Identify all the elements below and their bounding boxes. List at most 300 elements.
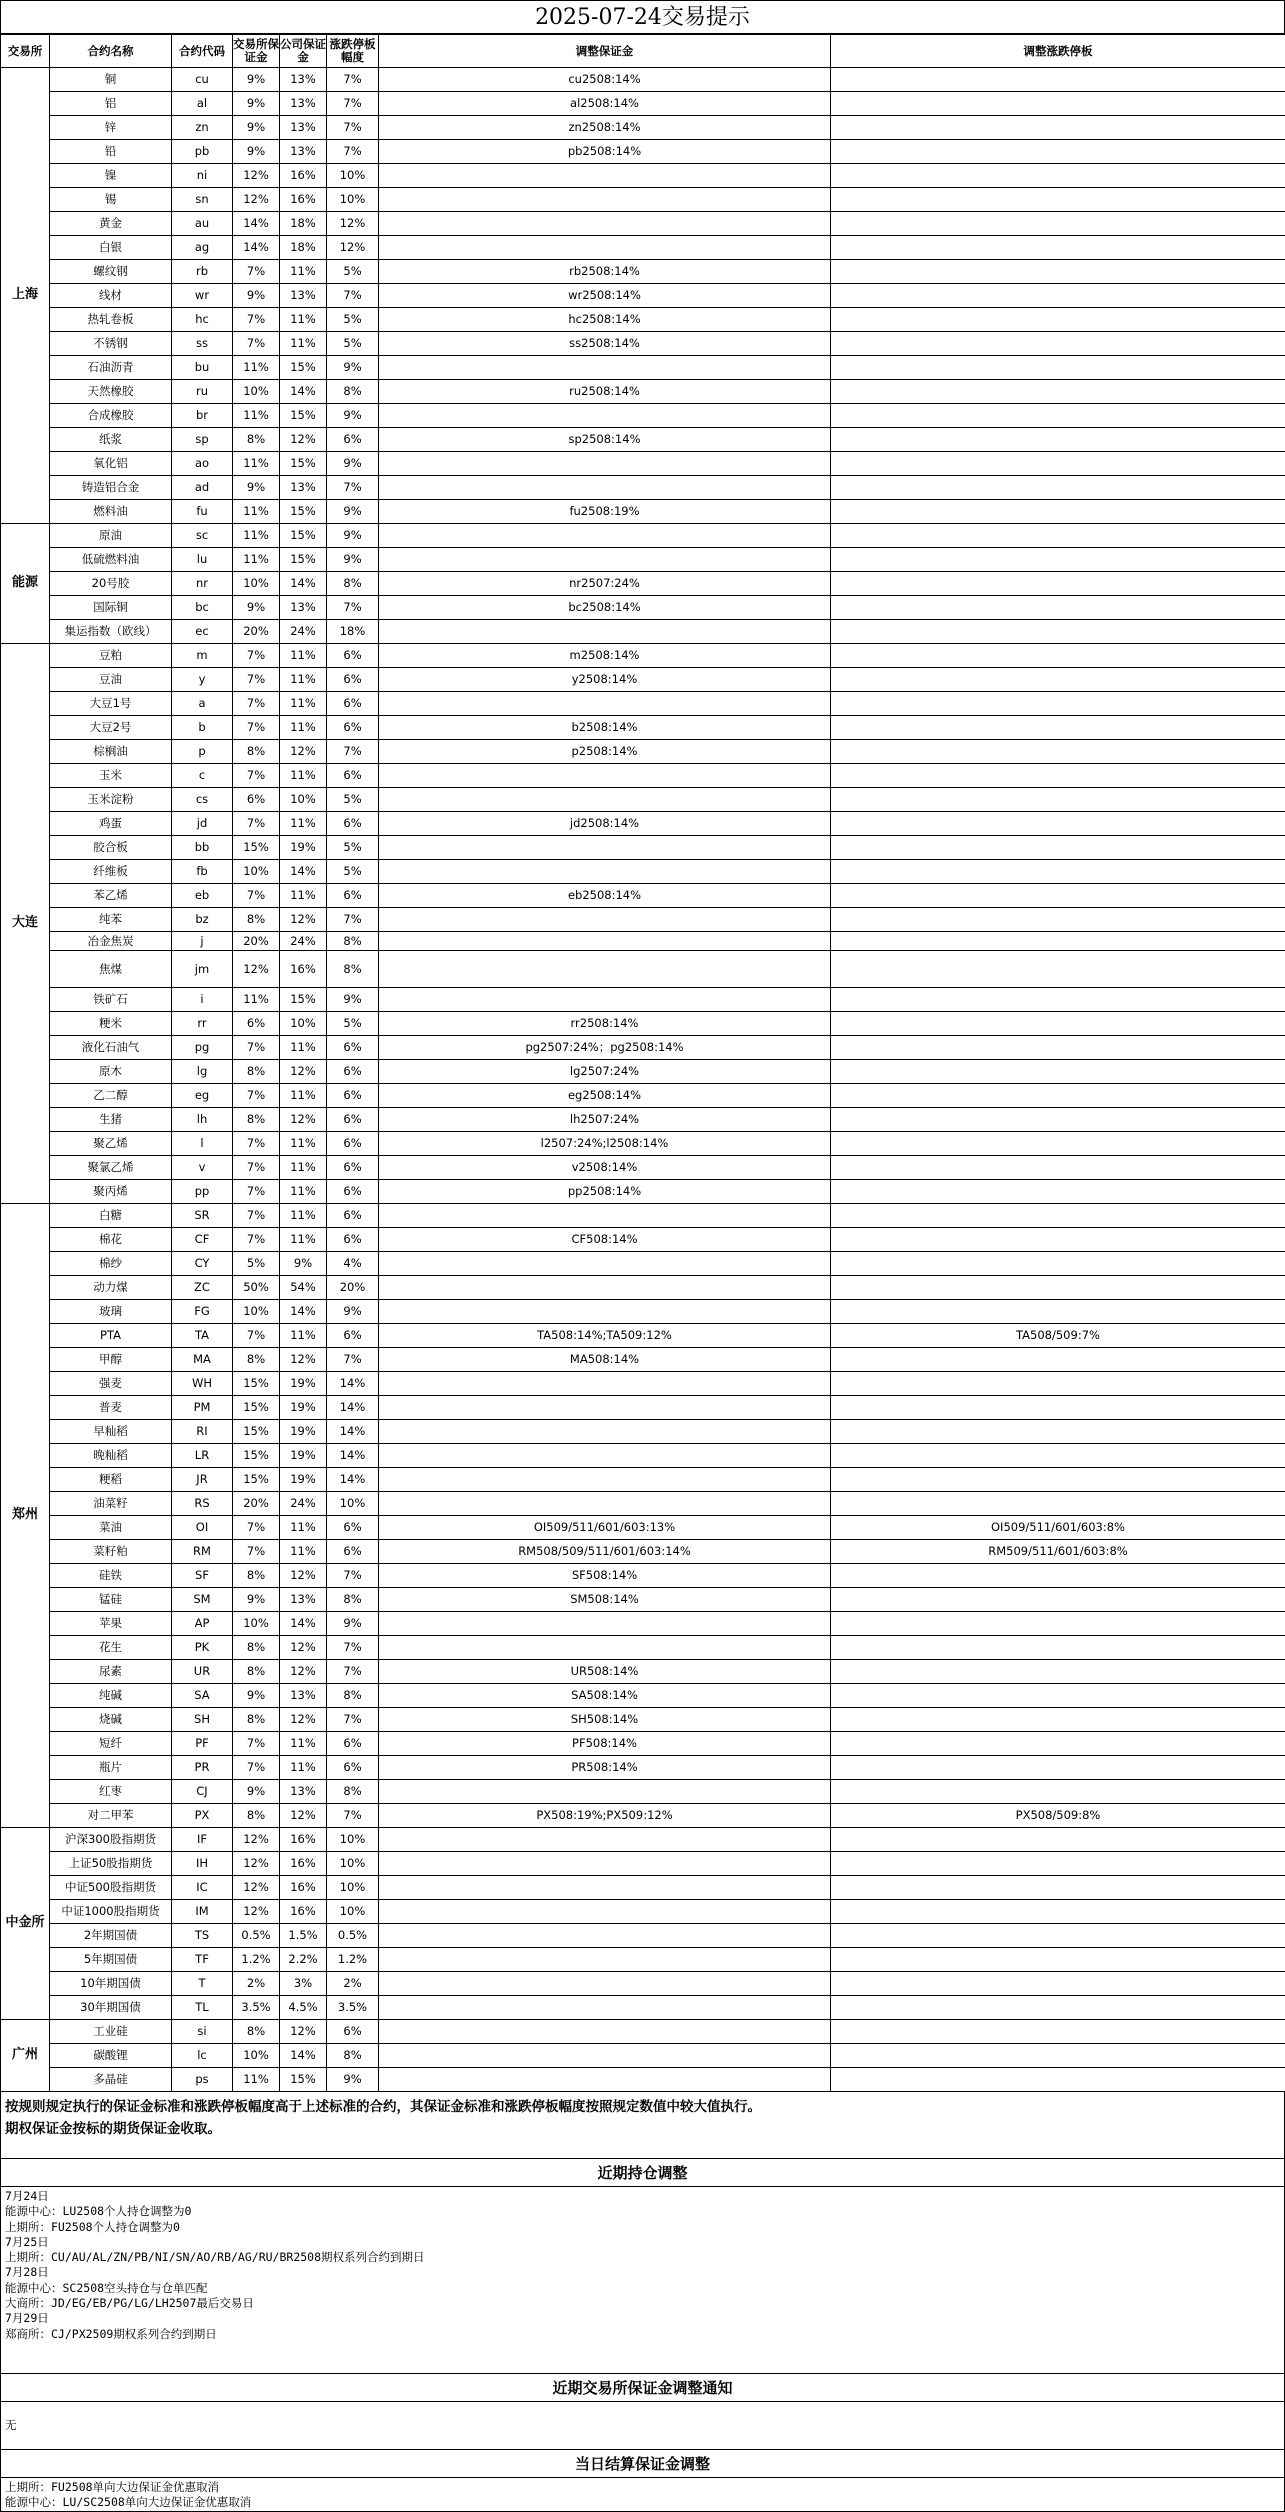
- exch-margin-cell: 1.2%: [233, 1948, 280, 1972]
- code-cell: CY: [172, 1252, 233, 1276]
- adj-margin-cell: SM508:14%: [379, 1588, 831, 1612]
- name-cell: 乙二醇: [50, 1084, 172, 1108]
- code-cell: eg: [172, 1084, 233, 1108]
- code-cell: AP: [172, 1612, 233, 1636]
- company-margin-cell: 15%: [280, 452, 327, 476]
- table-row: [1, 932, 1285, 951]
- exch-margin-cell: 11%: [233, 500, 280, 524]
- table-row: [1, 1060, 1285, 1084]
- adj-limit-cell: [831, 1132, 1285, 1156]
- limit-cell: 7%: [327, 740, 379, 764]
- limit-cell: 5%: [327, 1012, 379, 1036]
- adj-limit-cell: [831, 668, 1285, 692]
- adj-margin-cell: [379, 932, 831, 951]
- exch-margin-cell: 6%: [233, 1012, 280, 1036]
- adj-margin-cell: pg2507:24%；pg2508:14%: [379, 1036, 831, 1060]
- company-margin-cell: 11%: [280, 1516, 327, 1540]
- section-line: 上期所：CU/AU/AL/ZN/PB/NI/SN/AO/RB/AG/RU/BR2508期权系列合约到期日: [5, 2250, 1280, 2265]
- adj-margin-cell: y2508:14%: [379, 668, 831, 692]
- company-margin-cell: 19%: [280, 836, 327, 860]
- adj-margin-cell: PX508:19%;PX509:12%: [379, 1804, 831, 1828]
- adj-limit-cell: [831, 284, 1285, 308]
- adj-margin-cell: [379, 1492, 831, 1516]
- table-row: [1, 188, 1285, 212]
- name-cell: 粳稻: [50, 1468, 172, 1492]
- company-margin-cell: 11%: [280, 812, 327, 836]
- exch-margin-cell: 9%: [233, 476, 280, 500]
- adj-limit-cell: [831, 1876, 1285, 1900]
- adj-limit-cell: TA508/509:7%: [831, 1324, 1285, 1348]
- adj-limit-cell: [831, 716, 1285, 740]
- settle-section-body: [0, 2478, 1285, 2512]
- company-margin-cell: 15%: [280, 988, 327, 1012]
- name-cell: 线材: [50, 284, 172, 308]
- name-cell: 白银: [50, 236, 172, 260]
- company-margin-cell: 16%: [280, 1876, 327, 1900]
- adj-limit-cell: [831, 1300, 1285, 1324]
- adj-limit-cell: [831, 1732, 1285, 1756]
- code-cell: T: [172, 1972, 233, 1996]
- table-row: [1, 1372, 1285, 1396]
- exch-margin-cell: 20%: [233, 1492, 280, 1516]
- code-cell: TA: [172, 1324, 233, 1348]
- code-cell: pg: [172, 1036, 233, 1060]
- adj-margin-cell: cu2508:14%: [379, 68, 831, 92]
- exch-margin-cell: 14%: [233, 236, 280, 260]
- limit-cell: 6%: [327, 1228, 379, 1252]
- adj-limit-cell: [831, 2044, 1285, 2068]
- limit-cell: 10%: [327, 164, 379, 188]
- table-row: [1, 116, 1285, 140]
- exch-margin-cell: 11%: [233, 404, 280, 428]
- limit-cell: 7%: [327, 92, 379, 116]
- name-cell: 黄金: [50, 212, 172, 236]
- adj-margin-cell: [379, 188, 831, 212]
- company-margin-cell: 13%: [280, 68, 327, 92]
- table-row: [1, 1636, 1285, 1660]
- exch-margin-cell: 9%: [233, 1588, 280, 1612]
- limit-cell: 6%: [327, 1204, 379, 1228]
- adj-margin-cell: lh2507:24%: [379, 1108, 831, 1132]
- name-cell: 聚氯乙烯: [50, 1156, 172, 1180]
- adj-limit-cell: [831, 1948, 1285, 1972]
- exch-margin-cell: 12%: [233, 1876, 280, 1900]
- company-margin-cell: 13%: [280, 116, 327, 140]
- section-line: 大商所：JD/EG/EB/PG/LG/LH2507最后交易日: [5, 2296, 1280, 2311]
- company-margin-cell: 1.5%: [280, 1924, 327, 1948]
- name-cell: 20号胶: [50, 572, 172, 596]
- adj-margin-cell: v2508:14%: [379, 1156, 831, 1180]
- table-row: [1, 1972, 1285, 1996]
- table-row: [1, 1396, 1285, 1420]
- exch-margin-cell: 7%: [233, 1540, 280, 1564]
- exchange-cell: 广州: [1, 2020, 50, 2092]
- company-margin-cell: 12%: [280, 2020, 327, 2044]
- code-cell: SA: [172, 1684, 233, 1708]
- exch-margin-cell: 7%: [233, 1156, 280, 1180]
- limit-cell: 6%: [327, 764, 379, 788]
- name-cell: 鸡蛋: [50, 812, 172, 836]
- limit-cell: 18%: [327, 620, 379, 644]
- code-cell: PR: [172, 1756, 233, 1780]
- adj-margin-cell: [379, 1396, 831, 1420]
- limit-cell: 5%: [327, 788, 379, 812]
- adj-margin-cell: [379, 2044, 831, 2068]
- company-margin-cell: 12%: [280, 1660, 327, 1684]
- adj-limit-cell: [831, 812, 1285, 836]
- company-margin-cell: 13%: [280, 284, 327, 308]
- company-margin-cell: 11%: [280, 764, 327, 788]
- name-cell: 氧化铝: [50, 452, 172, 476]
- name-cell: 锡: [50, 188, 172, 212]
- exch-margin-cell: 9%: [233, 596, 280, 620]
- adj-limit-cell: [831, 140, 1285, 164]
- exch-margin-cell: 11%: [233, 452, 280, 476]
- code-cell: l: [172, 1132, 233, 1156]
- adj-margin-cell: [379, 1876, 831, 1900]
- limit-cell: 7%: [327, 1636, 379, 1660]
- adj-margin-cell: [379, 548, 831, 572]
- exch-margin-cell: 11%: [233, 524, 280, 548]
- exch-margin-cell: 20%: [233, 932, 280, 951]
- code-cell: CF: [172, 1228, 233, 1252]
- adj-limit-cell: [831, 260, 1285, 284]
- company-margin-cell: 24%: [280, 620, 327, 644]
- limit-cell: 6%: [327, 1516, 379, 1540]
- code-cell: bb: [172, 836, 233, 860]
- adj-margin-cell: [379, 1924, 831, 1948]
- limit-cell: 9%: [327, 1300, 379, 1324]
- code-cell: ag: [172, 236, 233, 260]
- exch-margin-cell: 7%: [233, 1756, 280, 1780]
- limit-cell: 6%: [327, 1756, 379, 1780]
- table-row: [1, 1588, 1285, 1612]
- table-row: [1, 332, 1285, 356]
- section-line: 7月28日: [5, 2265, 1280, 2280]
- table-row: [1, 212, 1285, 236]
- exch-margin-cell: 0.5%: [233, 1924, 280, 1948]
- table-row: [1, 1924, 1285, 1948]
- limit-cell: 6%: [327, 1732, 379, 1756]
- code-cell: PK: [172, 1636, 233, 1660]
- adj-limit-cell: [831, 572, 1285, 596]
- exch-margin-cell: 12%: [233, 1900, 280, 1924]
- company-margin-cell: 14%: [280, 1300, 327, 1324]
- adj-margin-cell: [379, 1780, 831, 1804]
- exch-margin-cell: 10%: [233, 380, 280, 404]
- company-margin-cell: 19%: [280, 1420, 327, 1444]
- table-row: [1, 2068, 1285, 2092]
- code-cell: au: [172, 212, 233, 236]
- table-row: [1, 164, 1285, 188]
- adj-margin-cell: [379, 1252, 831, 1276]
- limit-cell: 7%: [327, 596, 379, 620]
- code-cell: ao: [172, 452, 233, 476]
- exch-margin-cell: 2%: [233, 1972, 280, 1996]
- name-cell: 燃料油: [50, 500, 172, 524]
- limit-cell: 10%: [327, 1876, 379, 1900]
- company-margin-cell: 24%: [280, 1492, 327, 1516]
- adj-limit-cell: [831, 1156, 1285, 1180]
- company-margin-cell: 11%: [280, 1156, 327, 1180]
- name-cell: 苹果: [50, 1612, 172, 1636]
- adj-limit-cell: [831, 1036, 1285, 1060]
- adj-margin-cell: [379, 1972, 831, 1996]
- adj-margin-cell: RM508/509/511/601/603:14%: [379, 1540, 831, 1564]
- name-cell: 铅: [50, 140, 172, 164]
- header-name: 合约名称: [50, 35, 172, 68]
- limit-cell: 6%: [327, 1324, 379, 1348]
- exch-margin-cell: 9%: [233, 68, 280, 92]
- adj-margin-cell: l2507:24%;l2508:14%: [379, 1132, 831, 1156]
- name-cell: 生猪: [50, 1108, 172, 1132]
- exchange-cell: 能源: [1, 524, 50, 644]
- name-cell: 锰硅: [50, 1588, 172, 1612]
- adj-margin-cell: [379, 620, 831, 644]
- limit-cell: 9%: [327, 500, 379, 524]
- table-row: [1, 476, 1285, 500]
- adj-limit-cell: [831, 1924, 1285, 1948]
- company-margin-cell: 24%: [280, 932, 327, 951]
- exch-margin-cell: 10%: [233, 572, 280, 596]
- table-row: [1, 951, 1285, 988]
- code-cell: ad: [172, 476, 233, 500]
- exch-margin-cell: 8%: [233, 1636, 280, 1660]
- adj-limit-cell: [831, 1348, 1285, 1372]
- adj-limit-cell: [831, 932, 1285, 951]
- code-cell: nr: [172, 572, 233, 596]
- exch-margin-cell: 7%: [233, 716, 280, 740]
- table-row: [1, 1324, 1285, 1348]
- adj-limit-cell: [831, 764, 1285, 788]
- code-cell: lc: [172, 2044, 233, 2068]
- adj-margin-cell: [379, 1900, 831, 1924]
- code-cell: jd: [172, 812, 233, 836]
- name-cell: 国际铜: [50, 596, 172, 620]
- exch-margin-cell: 12%: [233, 1852, 280, 1876]
- adj-margin-cell: [379, 452, 831, 476]
- table-header-row: [1, 35, 1285, 68]
- table-row: [1, 1276, 1285, 1300]
- adj-limit-cell: [831, 1828, 1285, 1852]
- code-cell: ss: [172, 332, 233, 356]
- company-margin-cell: 18%: [280, 212, 327, 236]
- adj-limit-cell: [831, 2020, 1285, 2044]
- code-cell: bu: [172, 356, 233, 380]
- code-cell: UR: [172, 1660, 233, 1684]
- limit-cell: 8%: [327, 1684, 379, 1708]
- adj-limit-cell: [831, 452, 1285, 476]
- company-margin-cell: 11%: [280, 1228, 327, 1252]
- limit-cell: 4%: [327, 1252, 379, 1276]
- limit-cell: 6%: [327, 1156, 379, 1180]
- limit-cell: 7%: [327, 1708, 379, 1732]
- limit-cell: 9%: [327, 1612, 379, 1636]
- name-cell: 大豆2号: [50, 716, 172, 740]
- table-row: [1, 1348, 1285, 1372]
- adj-margin-cell: SH508:14%: [379, 1708, 831, 1732]
- limit-cell: 8%: [327, 1588, 379, 1612]
- limit-cell: 14%: [327, 1396, 379, 1420]
- adj-margin-cell: jd2508:14%: [379, 812, 831, 836]
- section-line: 7月29日: [5, 2311, 1280, 2326]
- company-margin-cell: 16%: [280, 164, 327, 188]
- name-cell: 纯苯: [50, 908, 172, 932]
- company-margin-cell: 3%: [280, 1972, 327, 1996]
- adj-margin-cell: [379, 524, 831, 548]
- code-cell: pb: [172, 140, 233, 164]
- exch-margin-cell: 9%: [233, 284, 280, 308]
- code-cell: PF: [172, 1732, 233, 1756]
- company-margin-cell: 11%: [280, 332, 327, 356]
- position-section-body: [0, 2187, 1285, 2373]
- table-row: [1, 1300, 1285, 1324]
- name-cell: 对二甲苯: [50, 1804, 172, 1828]
- code-cell: PM: [172, 1396, 233, 1420]
- name-cell: 2年期国债: [50, 1924, 172, 1948]
- name-cell: 锌: [50, 116, 172, 140]
- name-cell: 原油: [50, 524, 172, 548]
- name-cell: 豆粕: [50, 644, 172, 668]
- table-row: [1, 1444, 1285, 1468]
- limit-cell: 7%: [327, 1564, 379, 1588]
- table-row: [1, 140, 1285, 164]
- table-row: [1, 1852, 1285, 1876]
- table-row: [1, 1492, 1285, 1516]
- exch-margin-cell: 7%: [233, 884, 280, 908]
- adj-margin-cell: [379, 1636, 831, 1660]
- company-margin-cell: 12%: [280, 1348, 327, 1372]
- table-row: [1, 1180, 1285, 1204]
- limit-cell: 1.2%: [327, 1948, 379, 1972]
- code-cell: IF: [172, 1828, 233, 1852]
- company-margin-cell: 16%: [280, 1852, 327, 1876]
- exch-margin-cell: 15%: [233, 1444, 280, 1468]
- code-cell: MA: [172, 1348, 233, 1372]
- exch-margin-cell: 3.5%: [233, 1996, 280, 2020]
- company-margin-cell: 11%: [280, 1036, 327, 1060]
- name-cell: 纤维板: [50, 860, 172, 884]
- table-row: [1, 1828, 1285, 1852]
- adj-margin-cell: nr2507:24%: [379, 572, 831, 596]
- company-margin-cell: 19%: [280, 1444, 327, 1468]
- exch-margin-cell: 12%: [233, 164, 280, 188]
- name-cell: 苯乙烯: [50, 884, 172, 908]
- adj-limit-cell: [831, 1708, 1285, 1732]
- limit-cell: 5%: [327, 260, 379, 284]
- company-margin-cell: 12%: [280, 1636, 327, 1660]
- code-cell: m: [172, 644, 233, 668]
- exch-margin-cell: 15%: [233, 1420, 280, 1444]
- company-margin-cell: 10%: [280, 1012, 327, 1036]
- table-row: [1, 308, 1285, 332]
- table-row: [1, 1612, 1285, 1636]
- table-row: [1, 620, 1285, 644]
- section-line: 7月24日: [5, 2189, 1280, 2204]
- table-row: [1, 2020, 1285, 2044]
- name-cell: 烧碱: [50, 1708, 172, 1732]
- position-section-title: 近期持仓调整: [0, 2158, 1285, 2187]
- code-cell: ZC: [172, 1276, 233, 1300]
- page-title: 2025-07-24交易提示: [0, 0, 1285, 34]
- company-margin-cell: 15%: [280, 500, 327, 524]
- table-row: [1, 596, 1285, 620]
- name-cell: 玉米: [50, 764, 172, 788]
- adj-margin-cell: [379, 1204, 831, 1228]
- table-row: [1, 1684, 1285, 1708]
- table-row: [1, 1156, 1285, 1180]
- company-margin-cell: 15%: [280, 548, 327, 572]
- adj-margin-cell: SA508:14%: [379, 1684, 831, 1708]
- table-row: [1, 404, 1285, 428]
- rules-note: [0, 2092, 1285, 2158]
- code-cell: FG: [172, 1300, 233, 1324]
- company-margin-cell: 14%: [280, 380, 327, 404]
- code-cell: IH: [172, 1852, 233, 1876]
- adj-limit-cell: [831, 68, 1285, 92]
- table-row: [1, 92, 1285, 116]
- exch-margin-cell: 9%: [233, 1780, 280, 1804]
- adj-limit-cell: [831, 1780, 1285, 1804]
- header-adj-margin: 调整保证金: [379, 35, 831, 68]
- name-cell: 短纤: [50, 1732, 172, 1756]
- adj-margin-cell: eg2508:14%: [379, 1084, 831, 1108]
- code-cell: cu: [172, 68, 233, 92]
- adj-limit-cell: [831, 1276, 1285, 1300]
- company-margin-cell: 14%: [280, 860, 327, 884]
- adj-margin-cell: [379, 1420, 831, 1444]
- margin-table: [0, 34, 1285, 2092]
- code-cell: sc: [172, 524, 233, 548]
- adj-margin-cell: [379, 951, 831, 988]
- exch-margin-cell: 20%: [233, 620, 280, 644]
- name-cell: 天然橡胶: [50, 380, 172, 404]
- adj-margin-cell: TA508:14%;TA509:12%: [379, 1324, 831, 1348]
- limit-cell: 5%: [327, 836, 379, 860]
- adj-margin-cell: OI509/511/601/603:13%: [379, 1516, 831, 1540]
- name-cell: 铸造铝合金: [50, 476, 172, 500]
- adj-margin-cell: rb2508:14%: [379, 260, 831, 284]
- limit-cell: 6%: [327, 1540, 379, 1564]
- code-cell: jm: [172, 951, 233, 988]
- adj-limit-cell: [831, 1612, 1285, 1636]
- exch-margin-cell: 10%: [233, 860, 280, 884]
- exch-margin-cell: 7%: [233, 1132, 280, 1156]
- table-body: [1, 68, 1285, 2092]
- name-cell: 石油沥青: [50, 356, 172, 380]
- table-row: [1, 764, 1285, 788]
- name-cell: 强麦: [50, 1372, 172, 1396]
- adj-margin-cell: [379, 788, 831, 812]
- company-margin-cell: 18%: [280, 236, 327, 260]
- adj-limit-cell: [831, 188, 1285, 212]
- table-row: [1, 572, 1285, 596]
- adj-margin-cell: UR508:14%: [379, 1660, 831, 1684]
- company-margin-cell: 11%: [280, 668, 327, 692]
- exch-margin-cell: 9%: [233, 116, 280, 140]
- adj-margin-cell: hc2508:14%: [379, 308, 831, 332]
- company-margin-cell: 19%: [280, 1468, 327, 1492]
- adj-limit-cell: [831, 1204, 1285, 1228]
- exch-margin-cell: 9%: [233, 92, 280, 116]
- name-cell: 碳酸锂: [50, 2044, 172, 2068]
- company-margin-cell: 12%: [280, 1564, 327, 1588]
- adj-limit-cell: [831, 1972, 1285, 1996]
- code-cell: y: [172, 668, 233, 692]
- exch-margin-cell: 15%: [233, 836, 280, 860]
- adj-margin-cell: [379, 164, 831, 188]
- name-cell: 工业硅: [50, 2020, 172, 2044]
